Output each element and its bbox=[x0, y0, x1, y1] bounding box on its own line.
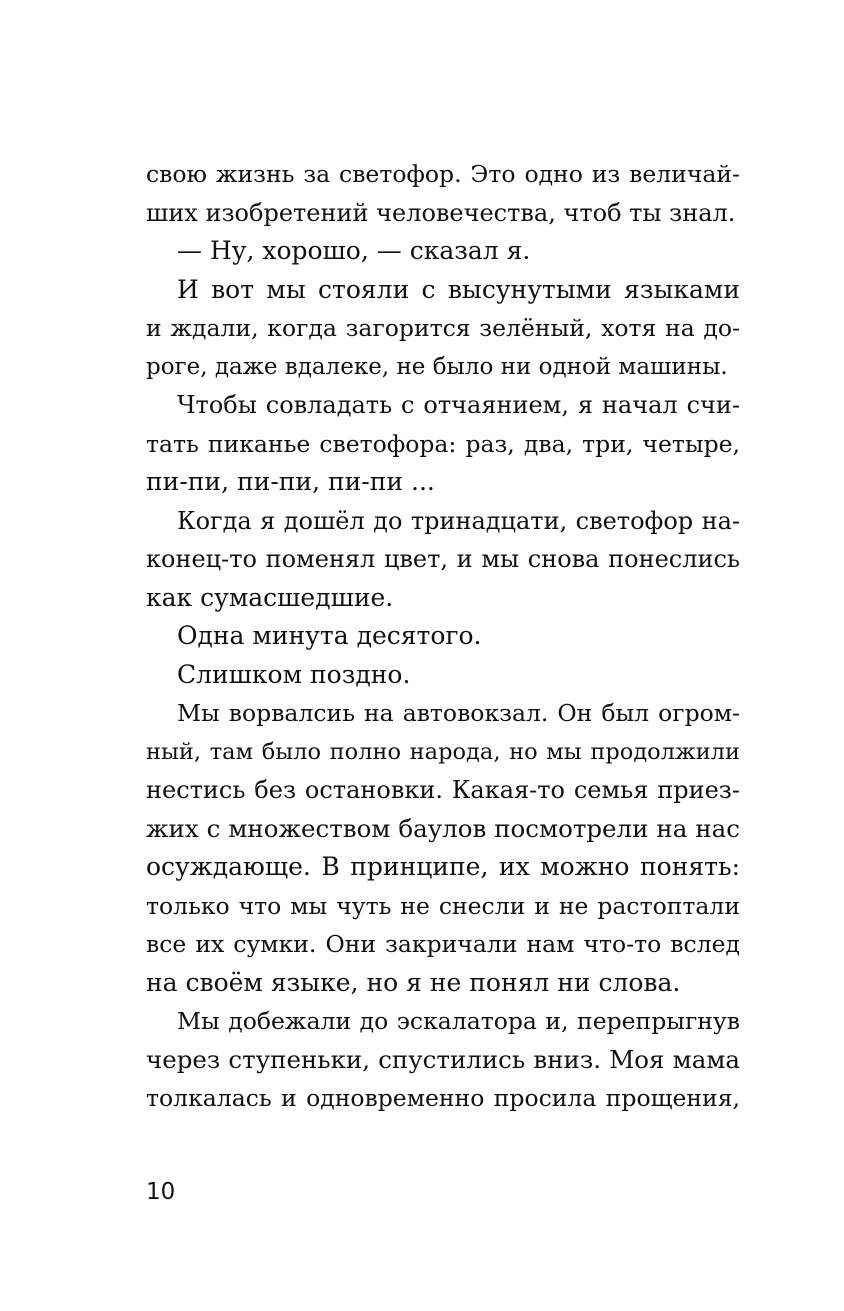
text-line: жих с множеством баулов посмотрели на нас bbox=[146, 813, 740, 843]
text-line: на своём языке, но я не понял ни слова. bbox=[146, 967, 681, 997]
text-line: осуждающе. В принципе, их можно понять: bbox=[146, 852, 740, 881]
text-line: Чтобы совладать с отчаянием, я начал счи- bbox=[177, 391, 740, 419]
text-line: как сумасшедшие. bbox=[146, 582, 394, 612]
text-line: Когда я дошёл до тринадцати, светофор на- bbox=[177, 506, 740, 535]
text-line: И вот мы стояли с высунутыми языками bbox=[177, 274, 740, 304]
text-line: все их сумки. Они закричали нам что-то вслед bbox=[146, 930, 740, 958]
text-line: через ступеньки, спустились вниз. Моя мама bbox=[146, 1044, 740, 1074]
body-text bbox=[146, 155, 740, 1118]
text-line: Мы ворвалсиь на автовокзал. Он был огром- bbox=[177, 699, 740, 727]
text-line: и ждали, когда загорится зелёный, хотя на до- bbox=[146, 314, 740, 342]
text-line: толкалась и одновременно просила прощения, bbox=[146, 1084, 740, 1112]
text-line: Одна минута десятого. bbox=[177, 621, 482, 650]
text-line: роге, даже вдалеке, не было ни одной машины. bbox=[146, 353, 728, 380]
text-line: Мы добежали до эскалатора и, перепрыгнув bbox=[177, 1007, 740, 1035]
text-line: Слишком поздно. bbox=[177, 659, 411, 689]
text-line: — Ну, хорошо, — сказал я. bbox=[177, 236, 531, 265]
text-line: тать пиканье светофора: раз, два, три, четыре, bbox=[146, 429, 740, 458]
text-line: ших изобретений человечества, чтоб ты знал. bbox=[146, 198, 736, 227]
text-line: конец-то поменял цвет, и мы снова понеслись bbox=[146, 545, 740, 573]
page-number: 10 bbox=[146, 1179, 176, 1205]
text-line: нестись без остановки. Какая-то семья приез- bbox=[146, 776, 740, 804]
text-line: только что мы чуть не снесли и не растоптали bbox=[146, 891, 740, 920]
text-line: свою жизнь за светофор. Это одно из величай- bbox=[146, 160, 740, 188]
text-line: ный, там было полно народа, но мы продолжили bbox=[146, 738, 740, 765]
text-line: пи-пи, пи-пи, пи-пи ... bbox=[146, 467, 435, 496]
